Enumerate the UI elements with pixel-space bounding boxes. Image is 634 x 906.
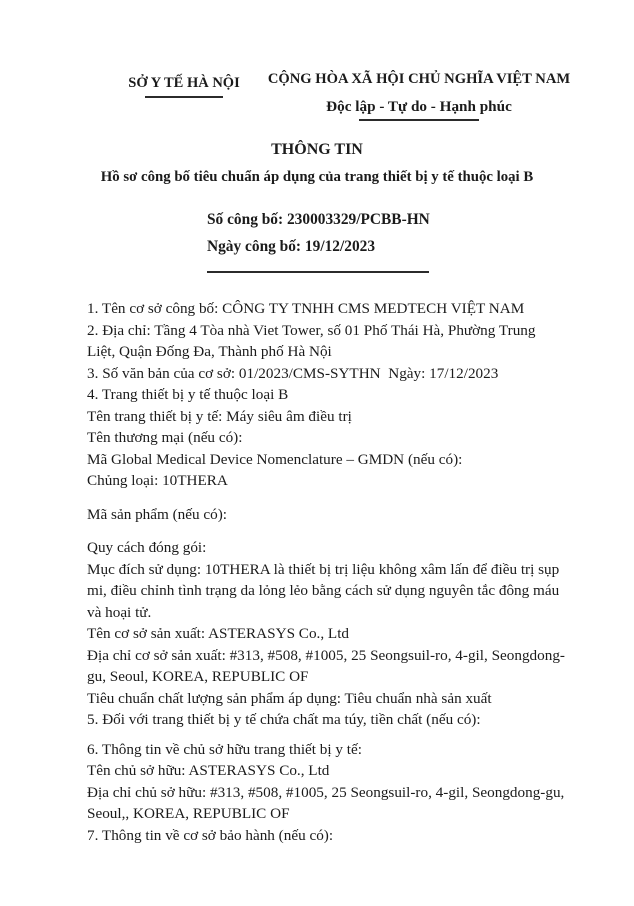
owner-address-line-1: Địa chỉ chủ sở hữu: #313, #508, #1005, 25 Seongsuil-ro, 4-gil, Seongdong-gu,	[87, 783, 565, 801]
issuing-agency-block	[103, 74, 265, 98]
product-code-line: Mã sản phẩm (nếu có):	[87, 505, 228, 523]
publication-date-label: Ngày công bố:	[207, 238, 302, 255]
national-motto: Độc lập - Tự do - Hạnh phúc	[326, 98, 512, 115]
gmdn-code-line: Mã Global Medical Device Nomenclature – GMDN (nếu có):	[87, 450, 463, 468]
owner-name-line: Tên chủ sở hữu: ASTERASYS Co., Ltd	[87, 762, 330, 779]
issuer-underline	[145, 96, 223, 98]
trade-name-line: Tên thương mại (nếu có):	[87, 429, 243, 446]
motto-underline	[359, 119, 479, 121]
publication-number-value: 230003329/PCBB-HN	[286, 211, 430, 228]
publication-block	[207, 206, 430, 273]
publication-number-label: Số công bố:	[207, 211, 284, 228]
publication-date-value: 19/12/2023	[304, 238, 376, 255]
intended-use-line-3: và hoại tử.	[87, 603, 152, 621]
device-name-line: Tên trang thiết bị y tế: Máy siêu âm điều trị	[87, 407, 352, 425]
document-title: THÔNG TIN	[271, 141, 363, 158]
packaging-line: Quy cách đóng gói:	[87, 539, 207, 556]
declarer-address-line-1: 2. Địa chỉ: Tầng 4 Tòa nhà Viet Tower, số 01 Phố Thái Hà, Phường Trung	[87, 321, 536, 339]
owner-address-line-2: Seoul,, KOREA, REPUBLIC OF	[87, 805, 290, 822]
national-header-block	[267, 70, 571, 121]
device-class-line: 4. Trang thiết bị y tế thuộc loại B	[87, 386, 289, 403]
document-subtitle: Hồ sơ công bố tiêu chuẩn áp dụng của trang thiết bị y tế thuộc loại B	[100, 169, 534, 185]
publication-divider	[207, 271, 429, 273]
intended-use-line-1: Mục đích sử dụng: 10THERA là thiết bị trị liệu không xâm lấn để điều trị sụp	[87, 560, 560, 578]
intended-use-line-2: mi, điều chỉnh tình trạng da lỏng lẻo bằng cách sử dụng nguyên tắc đông máu	[87, 582, 560, 599]
declarer-name-line: 1. Tên cơ sở công bố: CÔNG TY TNHH CMS MEDTECH VIỆT NAM	[87, 300, 525, 317]
manufacturer-address-line-1: Địa chỉ cơ sở sản xuất: #313, #508, #1005, 25 Seongsuil-ro, 4-gil, Seongdong-	[87, 646, 565, 664]
narcotics-clause-line: 5. Đối với trang thiết bị y tế chứa chất ma túy, tiền chất (nếu có):	[87, 711, 481, 728]
issuing-agency-name: SỞ Y TẾ HÀ NỘI	[128, 75, 240, 91]
warranty-section-line: 7. Thông tin về cơ sở bảo hành (nếu có):	[87, 826, 334, 844]
manufacturer-address-line-2: gu, Seoul, KOREA, REPUBLIC OF	[87, 668, 309, 685]
publication-date-line	[207, 233, 430, 260]
manufacturer-name-line: Tên cơ sở sản xuất: ASTERASYS Co., Ltd	[87, 625, 350, 642]
quality-standard-line: Tiêu chuẩn chất lượng sản phẩm áp dụng: Tiêu chuẩn nhà sản xuất	[87, 689, 492, 707]
declarer-address-line-2: Liệt, Quận Đống Đa, Thành phố Hà Nội	[87, 343, 332, 360]
publication-number-line	[207, 206, 430, 233]
document-number-line: 3. Số văn bản của cơ sở: 01/2023/CMS-SYTHN Ngày: 17/12/2023	[87, 364, 499, 382]
model-line: Chủng loại: 10THERA	[87, 472, 228, 489]
document-body	[87, 298, 614, 846]
owner-section-line: 6. Thông tin về chủ sở hữu trang thiết bị y tế:	[87, 740, 362, 758]
national-title: CỘNG HÒA XÃ HỘI CHỦ NGHĨA VIỆT NAM	[267, 71, 571, 87]
